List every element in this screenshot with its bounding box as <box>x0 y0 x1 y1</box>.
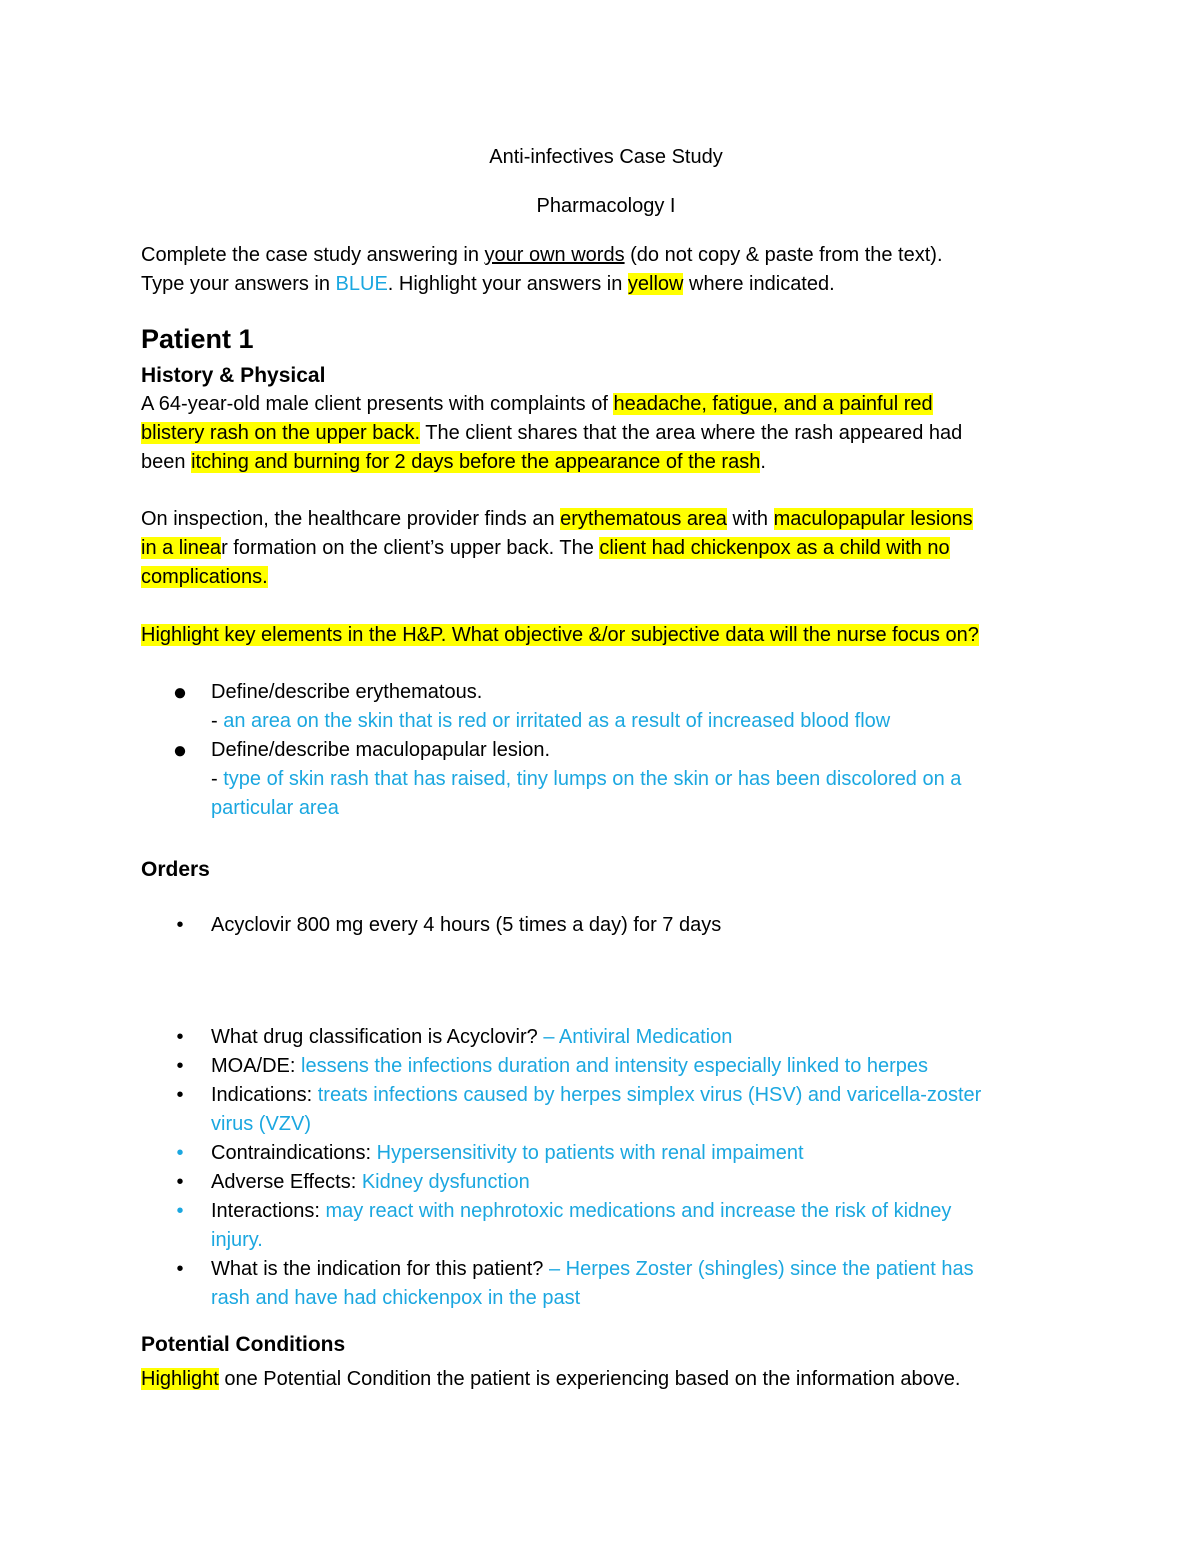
orders-list <box>141 911 1071 940</box>
course-name: Pharmacology I <box>536 195 676 217</box>
instructions <box>141 241 1071 299</box>
instructions-line-2: Type your answers in BLUE. Highlight your answers in yellow where indicated. <box>141 273 835 295</box>
bullet-icon: • <box>176 1258 184 1280</box>
list-item: • Interactions: may react with nephrotoxic medications and increase the risk of kidney injury. <box>141 1197 1071 1255</box>
bullet-icon: • <box>176 1055 184 1077</box>
bullet-icon: • <box>176 914 184 936</box>
history-physical-heading: History & Physical <box>141 364 326 387</box>
bullet-icon: • <box>176 1026 184 1048</box>
bullet-icon: • <box>176 1200 184 1222</box>
document-title: Anti-infectives Case Study <box>489 146 723 168</box>
list-item: • Adverse Effects: Kidney dysfunction <box>141 1168 1071 1197</box>
list-item: • Contraindications: Hypersensitivity to patients with renal impaiment <box>141 1139 1071 1168</box>
instructions-line-1: Complete the case study answering in your own words (do not copy & paste from the text). <box>141 244 943 266</box>
own-words-underline: your own words <box>484 244 625 266</box>
list-item: ● Define/describe erythematous. - an area on the skin that is red or irritated as a result of increased blood flow <box>172 679 891 732</box>
conditions-instruction: Highlight one Potential Condition the patient is experiencing based on the information above. <box>141 1368 961 1390</box>
definitions-list <box>141 678 1071 823</box>
bullet-icon: • <box>176 1084 184 1106</box>
drug-info-list <box>141 1023 1071 1313</box>
hp-question: Highlight key elements in the H&P. What objective &/or subjective data will the nurse focus on? <box>141 624 979 646</box>
bullet-icon: ● <box>172 737 188 764</box>
list-item: • Indications: treats infections caused by herpes simplex virus (HSV) and varicella-zoster virus (VZV) <box>141 1081 1071 1139</box>
list-item: ● Define/describe maculopapular lesion. - type of skin rash that has raised, tiny lumps on the skin or has been discolored on a particular area <box>172 737 962 819</box>
blue-word: BLUE <box>335 273 388 295</box>
patient-heading: Patient 1 <box>141 324 254 354</box>
history-paragraph-1: A 64-year-old male client presents with complaints of headache, fatigue, and a painful red blistery rash on the upper back. The client shares that the area where the rash appeared had been itching and burning for 2 days before the appearance of the rash. <box>141 393 963 473</box>
bullet-icon: • <box>176 1142 184 1164</box>
list-item: • Acyclovir 800 mg every 4 hours (5 times a day) for 7 days <box>141 911 1071 940</box>
list-item: • What drug classification is Acyclovir? – Antiviral Medication <box>141 1023 1071 1052</box>
bullet-icon: • <box>176 1171 184 1193</box>
document-body <box>141 143 1071 1394</box>
potential-conditions-heading: Potential Conditions <box>141 1333 346 1356</box>
list-item: • MOA/DE: lessens the infections duration and intensity especially linked to herpes <box>141 1052 1071 1081</box>
bullet-icon: ● <box>172 679 188 706</box>
history-paragraph-2: On inspection, the healthcare provider finds an erythematous area with maculopapular lesions in a linear formation on the client’s upper back. The client had chickenpox as a child with no complications. <box>141 508 973 588</box>
list-item: • What is the indication for this patient? – Herpes Zoster (shingles) since the patient has rash and have had chickenpox in the past <box>141 1255 1071 1313</box>
orders-heading: Orders <box>141 858 210 881</box>
yellow-word: yellow <box>627 273 684 295</box>
